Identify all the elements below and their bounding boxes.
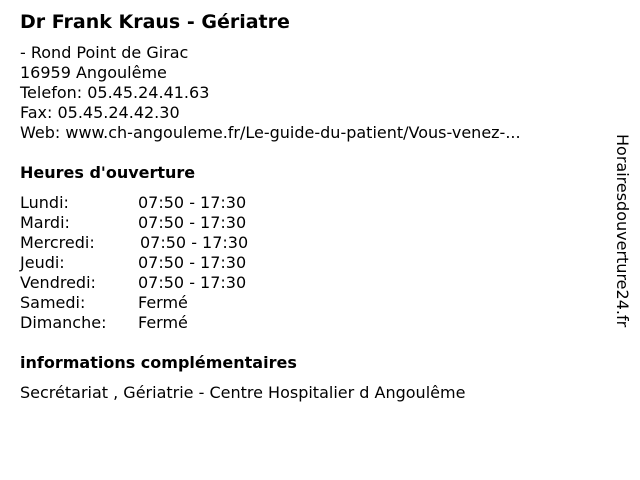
hours-row-monday [20,193,320,213]
street-address: - Rond Point de Girac [20,43,189,62]
hours-row-saturday [20,293,320,313]
day-label: Mardi: [20,213,70,232]
phone-number: Telefon: 05.45.24.41.63 [20,83,210,102]
hours-row-wednesday [20,233,320,253]
time-value: 07:50 - 17:30 [138,213,247,232]
day-label: Vendredi: [20,273,96,292]
day-label: Lundi: [20,193,69,212]
hours-row-tuesday [20,213,320,233]
additional-info-heading: informations complémentaires [20,353,297,372]
opening-hours-table [20,193,320,333]
hours-row-sunday [20,313,320,333]
time-value: 07:50 - 17:30 [138,253,247,272]
city-address: 16959 Angoulême [20,63,167,82]
time-value: 07:50 - 17:30 [140,233,249,252]
address-block [20,43,521,143]
day-label: Dimanche: [20,313,107,332]
day-label: Mercredi: [20,233,95,252]
hours-row-friday [20,273,320,293]
time-value: Fermé [138,293,188,312]
time-value: Fermé [138,313,188,332]
site-brand-vertical[interactable]: Horairesdouverture24.fr [613,134,632,328]
time-value: 07:50 - 17:30 [138,273,247,292]
hours-row-thursday [20,253,320,273]
website-link[interactable]: Web: www.ch-angouleme.fr/Le-guide-du-patient/Vous-venez-... [20,123,521,142]
additional-info-text: Secrétariat , Gériatrie - Centre Hospitalier d Angoulême [20,383,466,402]
day-label: Samedi: [20,293,86,312]
day-label: Jeudi: [20,253,65,272]
opening-hours-heading: Heures d'ouverture [20,163,196,182]
page-title: Dr Frank Kraus - Gériatre [20,11,290,33]
fax-number: Fax: 05.45.24.42.30 [20,103,180,122]
time-value: 07:50 - 17:30 [138,193,247,212]
